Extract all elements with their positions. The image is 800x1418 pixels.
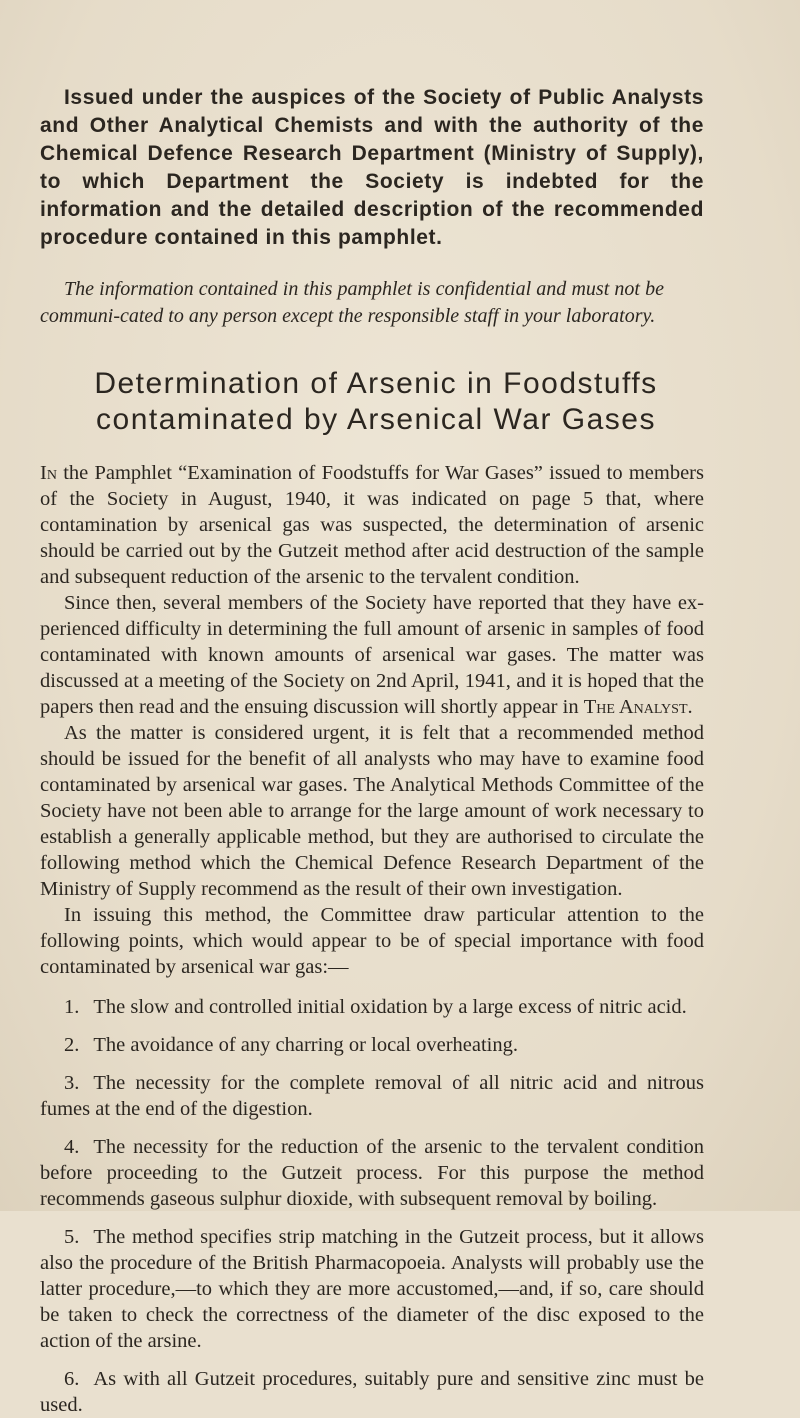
list-item-text: The method specifies strip matching in the Gutzeit process, but it allows also the procedure of the British Pharmacopoeia. Analysts will probably use the latter procedure,—to which they are more accustomed,—and, if so, care should be taken to check the correctness of the diameter of the disc exposed to the action of the arsine. — [40, 1226, 704, 1352]
title-line-1: Determination of Arsenic in Foodstuffs — [94, 367, 658, 400]
list-item-number: 5. — [64, 1226, 80, 1248]
list-item — [40, 1032, 704, 1058]
document-body — [40, 460, 704, 1418]
list-item — [40, 994, 704, 1020]
journal-name: The Analyst — [583, 696, 688, 718]
list-item — [40, 1134, 704, 1212]
list-item-number: 6. — [64, 1368, 80, 1390]
list-item — [40, 1224, 704, 1354]
list-item — [40, 1070, 704, 1122]
paragraph-1-text: the Pamphlet “Examination of Foodstuffs for War Gases” issued to members of the Society in August, 1940, it was indicated on page 5 that, where contamination by arsenical gas was suspected, the determination of arsenic should be carried out by the Gutzeit method after acid destruction of the sample and subsequent reduction of the arsenic to the tervalent condition. — [40, 462, 704, 588]
list-item-number: 2. — [64, 1034, 80, 1056]
list-item-number: 3. — [64, 1072, 80, 1094]
list-item-text: The necessity for the complete removal of all nitric acid and nitrous fumes at the end of the digestion. — [40, 1072, 704, 1120]
list-item-text: The necessity for the reduction of the arsenic to the tervalent condition before proceeding to the Gutzeit process. For this purpose the method recommends gaseous sulphur dioxide, with subsequent removal by boiling. — [40, 1136, 704, 1210]
list-item-number: 4. — [64, 1136, 80, 1158]
document-title — [40, 366, 704, 438]
list-item-text: The slow and controlled initial oxidation by a large excess of nitric acid. — [93, 996, 687, 1018]
paragraph-1-lead: In — [40, 462, 57, 484]
paragraph-4: In issuing this method, the Committee draw particular attention to the following points, which would appear to be of special importance with food contaminated by arsenical war gas:— — [40, 904, 704, 978]
list-item-text: The avoidance of any charring or local overheating. — [93, 1034, 518, 1056]
list-item-text: As with all Gutzeit procedures, suitably pure and sensitive zinc must be used. — [40, 1368, 704, 1416]
paragraph-3: As the matter is considered urgent, it is felt that a recommended method should be issued for the benefit of all analysts who may have to examine food contaminated by arsenical war gases. The Analytical Methods Committee of the Society have not been able to arrange for the large amount of work necessary to establish a generally applicable method, but they are authorised to circulate the following method which the Chemical Defence Research Department of the Ministry of Supply recommend as the result of their own investigation. — [40, 722, 704, 900]
points-list — [40, 994, 704, 1418]
paragraph-2-end: . — [687, 696, 693, 718]
paragraph-2-text: Since then, several members of the Society have reported that they have ex-perienced difficulty in determining the full amount of arsenic in samples of food contaminated with known amounts of arsenical war gases. The matter was discussed at a meeting of the Society on 2nd April, 1941, and it is hoped that the papers then read and the ensuing discussion will shortly appear in — [40, 592, 704, 718]
paragraph-1 — [40, 460, 704, 590]
list-item — [40, 1366, 704, 1418]
confidential-notice: The information contained in this pamphlet is confidential and must not be communi-cated to any person except the responsible staff in your laboratory. — [40, 278, 664, 327]
paragraph-2 — [40, 590, 704, 720]
title-line-2: contaminated by Arsenical War Gases — [96, 403, 656, 436]
list-item-number: 1. — [64, 996, 80, 1018]
intro-paragraph: Issued under the auspices of the Society of Public Analysts and Other Analytical Chemists and with the authority of the Chemical Defence Research Department (Ministry of Supply), to which Department the Society is indebted for the information and the detailed description of the recommended procedure contained in this pamphlet. — [40, 86, 704, 249]
